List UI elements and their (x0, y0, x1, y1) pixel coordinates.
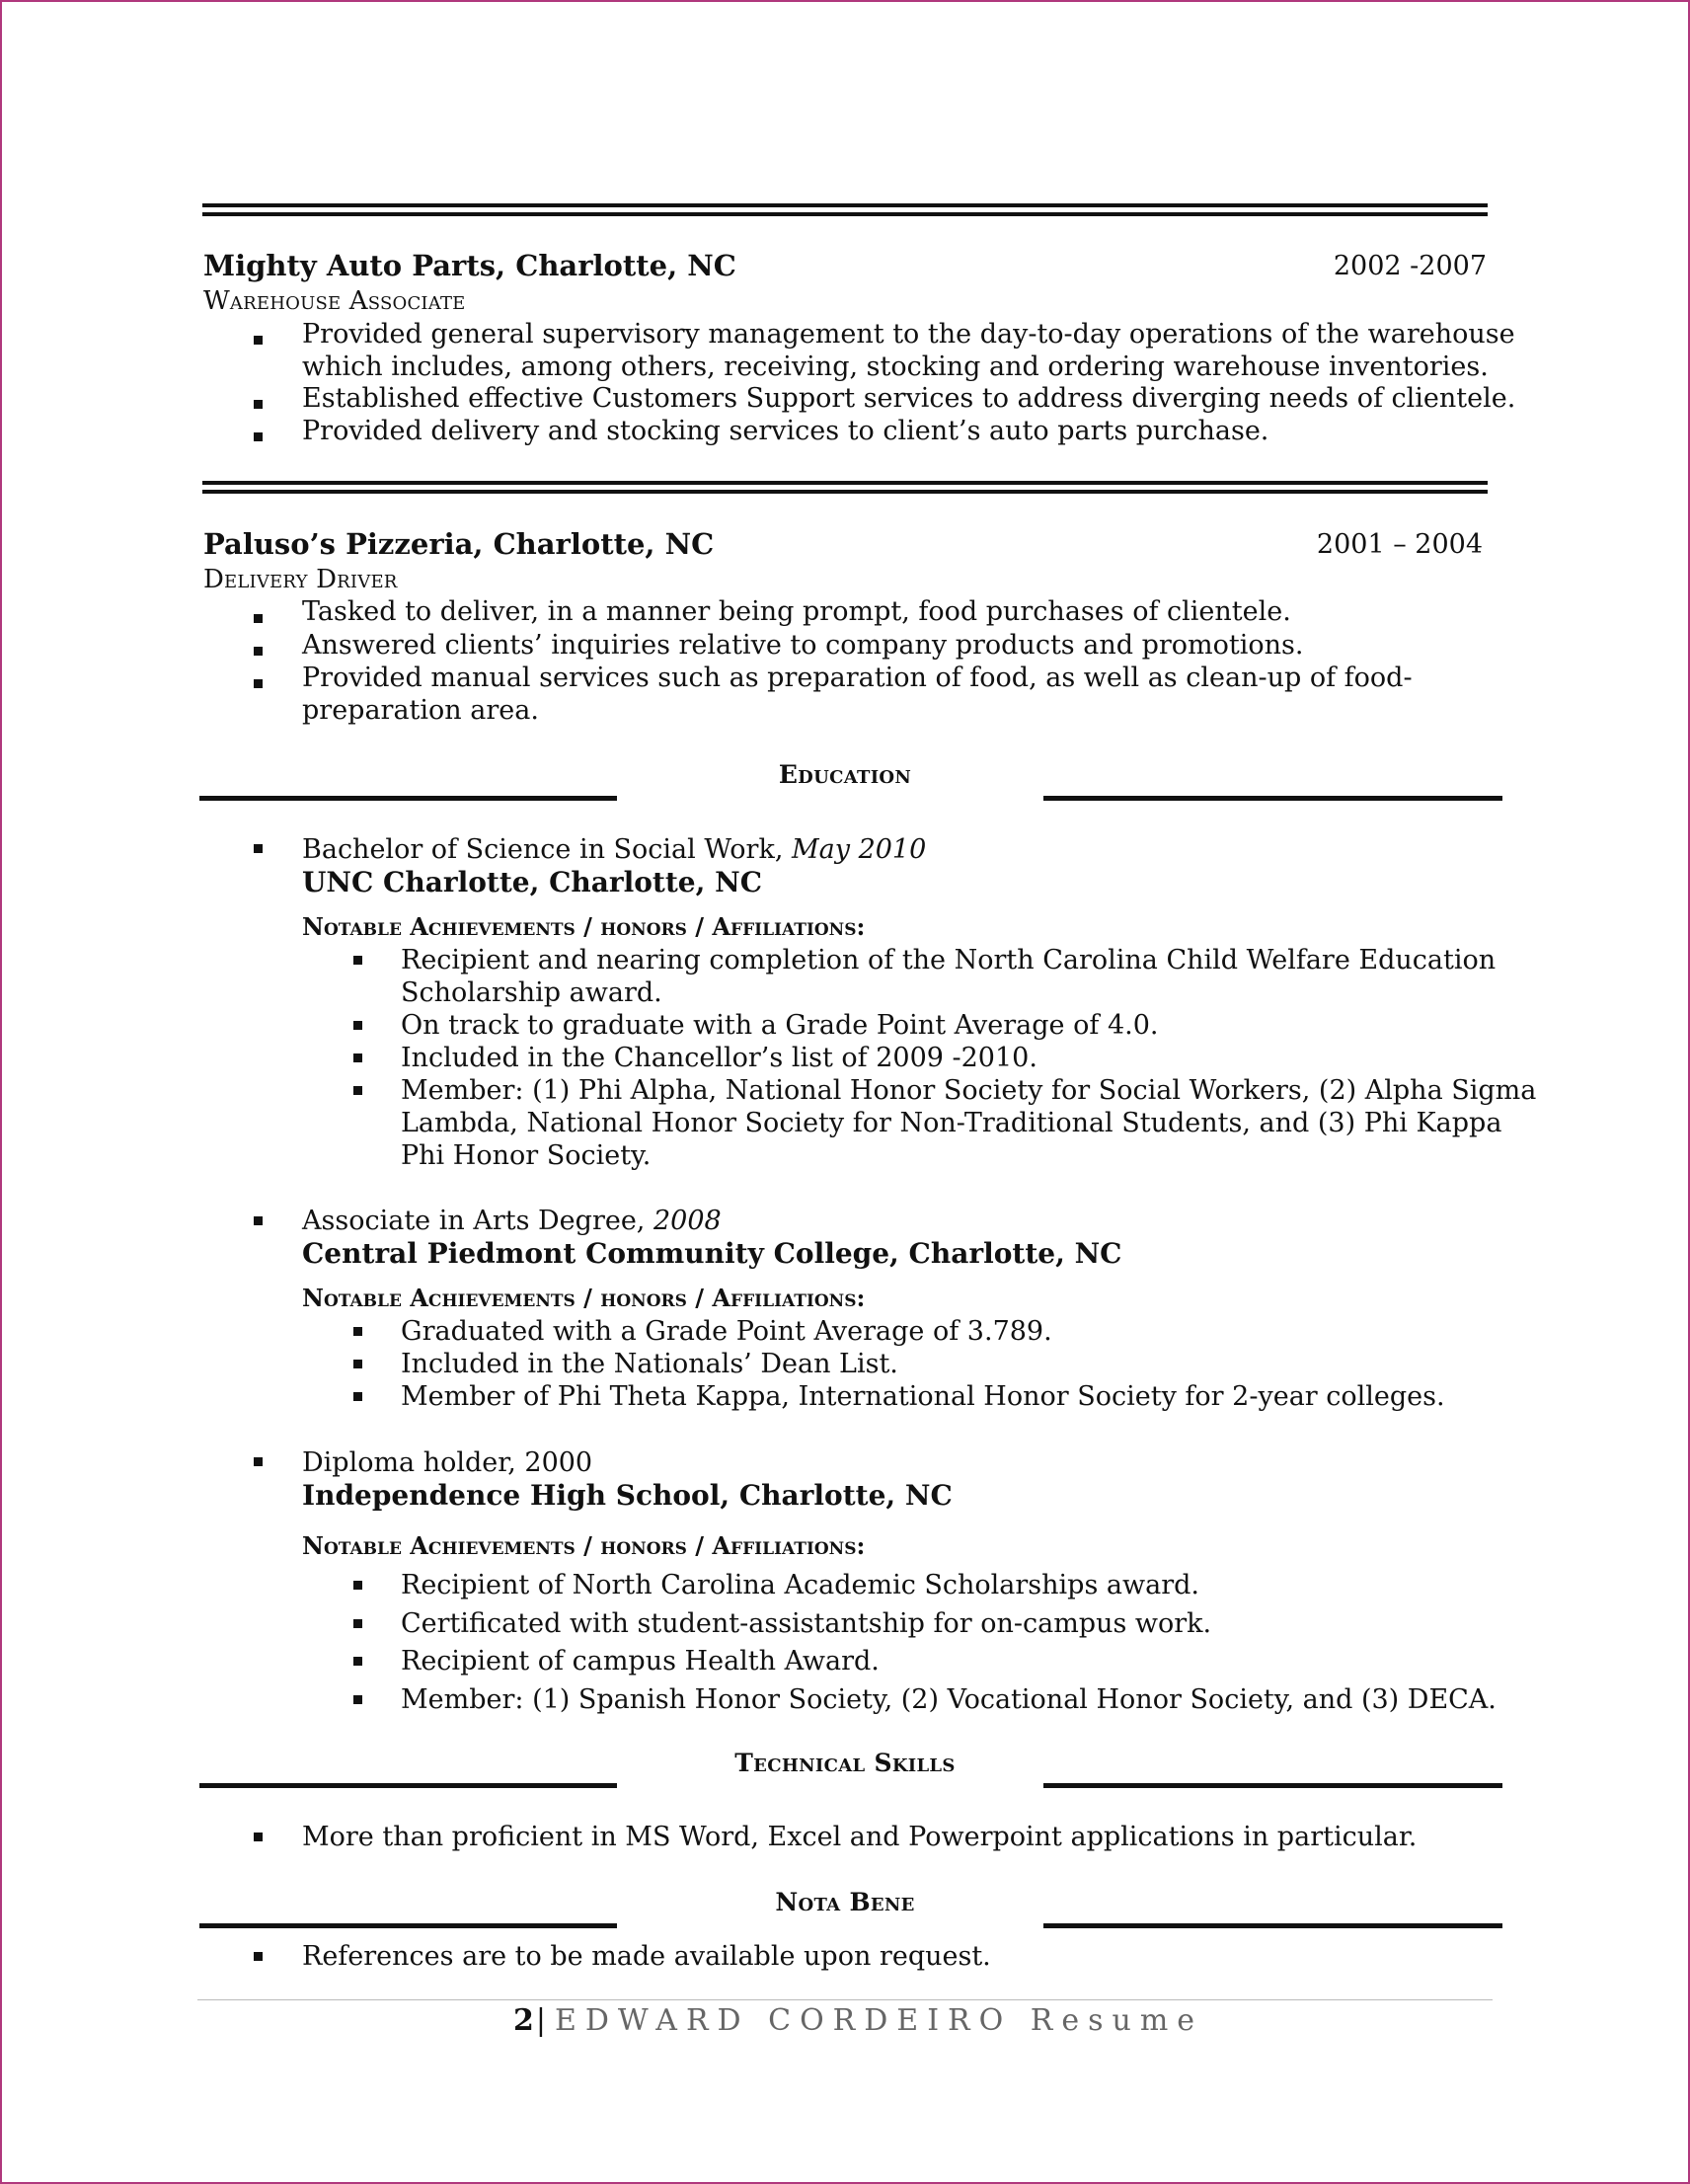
degree-line (302, 833, 926, 866)
bullet-icon (254, 336, 263, 345)
job-bullet-text: Answered clients’ inquiries relative to company products and promotions. (302, 630, 1304, 661)
bullet-icon (254, 432, 263, 441)
bullet-icon (254, 647, 263, 656)
degree-line (302, 1446, 592, 1479)
bullet-icon (254, 1952, 263, 1961)
bullet-icon (254, 614, 263, 623)
degree-date: 2008 (653, 1206, 722, 1236)
heading-rule (1043, 796, 1502, 801)
bullet-icon (353, 1581, 362, 1590)
nota-bene-text: References are to be made available upon request. (302, 1941, 991, 1972)
job-dates: 2001 – 2004 (1316, 529, 1483, 560)
job-bullet-text: Provided general supervisory management to the day-to-day operations of the warehouse (302, 319, 1515, 350)
bullet-icon (353, 1327, 362, 1336)
job-role: Warehouse Associate (203, 286, 466, 316)
bullet-icon (254, 1833, 263, 1841)
school-name: Central Piedmont Community College, Charlotte, NC (302, 1237, 1122, 1270)
achievement-text: Graduated with a Grade Point Average of 3.789. (401, 1316, 1052, 1347)
job-dates: 2002 -2007 (1333, 251, 1487, 281)
achievement-text: Phi Honor Society. (401, 1140, 652, 1171)
achievement-text: Included in the Chancellor’s list of 2009 -2010. (401, 1043, 1037, 1073)
job-bullet-text: Provided delivery and stocking services to client’s auto parts purchase. (302, 416, 1269, 446)
bullet-icon (353, 1021, 362, 1030)
page-number: 2 (513, 2003, 536, 2038)
job-employer: Mighty Auto Parts, Charlotte, NC (203, 249, 736, 282)
section-heading-education: Education (778, 760, 912, 789)
footer-separator: | (535, 2003, 555, 2038)
degree-line (302, 1205, 722, 1237)
bullet-icon (353, 1695, 362, 1704)
school-name: UNC Charlotte, Charlotte, NC (302, 866, 762, 898)
section-divider (202, 203, 1488, 217)
achievement-text: Member: (1) Phi Alpha, National Honor Society for Social Workers, (2) Alpha Sigma (401, 1075, 1537, 1106)
bullet-icon (254, 400, 263, 409)
school-name: Independence High School, Charlotte, NC (302, 1479, 953, 1512)
degree-date: May 2010 (791, 834, 927, 865)
bullet-icon (353, 1619, 362, 1628)
heading-rule (199, 1783, 617, 1788)
job-bullet-text: preparation area. (302, 695, 539, 726)
heading-rule (199, 796, 617, 801)
section-heading-technical-skills: Technical Skills (734, 1749, 956, 1777)
achievement-text: Lambda, National Honor Society for Non-Traditional Students, and (3) Phi Kappa (401, 1108, 1502, 1138)
achievement-text: Recipient of campus Health Award. (401, 1646, 880, 1677)
job-bullet-text: Established effective Customers Support services to address diverging needs of clientele. (302, 383, 1516, 414)
bullet-icon (254, 1457, 263, 1466)
section-divider (202, 481, 1488, 495)
bullet-icon (353, 1086, 362, 1095)
footer-text: EDWARD CORDEIRO Resume (554, 2003, 1204, 2038)
achievement-text: On track to graduate with a Grade Point Average of 4.0. (401, 1010, 1159, 1041)
achievement-text: Recipient of North Carolina Academic Scholarships award. (401, 1570, 1199, 1600)
achievement-text: Member: (1) Spanish Honor Society, (2) Vocational Honor Society, and (3) DECA. (401, 1684, 1497, 1715)
achievement-text: Certificated with student-assistantship for on-campus work. (401, 1608, 1212, 1639)
notable-label: Notable Achievements / honors / Affiliations: (302, 1531, 866, 1560)
notable-label: Notable Achievements / honors / Affiliations: (302, 1284, 866, 1312)
degree-name: Bachelor of Science in Social Work, (302, 834, 792, 865)
bullet-icon (353, 1053, 362, 1062)
bullet-icon (254, 844, 263, 853)
degree-name: Associate in Arts Degree, (302, 1206, 653, 1236)
bullet-icon (353, 956, 362, 965)
bullet-icon (254, 679, 263, 688)
job-bullet-text: which includes, among others, receiving, stocking and ordering warehouse inventories. (302, 351, 1489, 382)
section-heading-nota-bene: Nota Bene (775, 1888, 915, 1916)
job-role: Delivery Driver (203, 565, 398, 594)
notable-label: Notable Achievements / honors / Affiliations: (302, 912, 866, 941)
job-bullet-text: Provided manual services such as preparation of food, as well as clean-up of food- (302, 663, 1413, 693)
degree-name: Diploma holder, 2000 (302, 1447, 593, 1478)
achievement-text: Recipient and nearing completion of the North Carolina Child Welfare Education (401, 945, 1497, 975)
bullet-icon (254, 1216, 263, 1225)
achievement-text: Member of Phi Theta Kappa, International Honor Society for 2-year colleges. (401, 1381, 1445, 1412)
bullet-icon (353, 1360, 362, 1368)
job-bullet-text: Tasked to deliver, in a manner being prompt, food purchases of clientele. (302, 596, 1291, 627)
achievement-text: Included in the Nationals’ Dean List. (401, 1349, 898, 1379)
page-footer (513, 2003, 1203, 2038)
bullet-icon (353, 1657, 362, 1666)
job-employer: Paluso’s Pizzeria, Charlotte, NC (203, 527, 715, 561)
heading-rule (199, 1923, 617, 1928)
heading-rule (1043, 1923, 1502, 1928)
achievement-text: Scholarship award. (401, 977, 662, 1008)
heading-rule (1043, 1783, 1502, 1788)
skill-text: More than proficient in MS Word, Excel and Powerpoint applications in particular. (302, 1822, 1418, 1852)
bullet-icon (353, 1392, 362, 1401)
footer-divider (197, 1999, 1493, 2000)
